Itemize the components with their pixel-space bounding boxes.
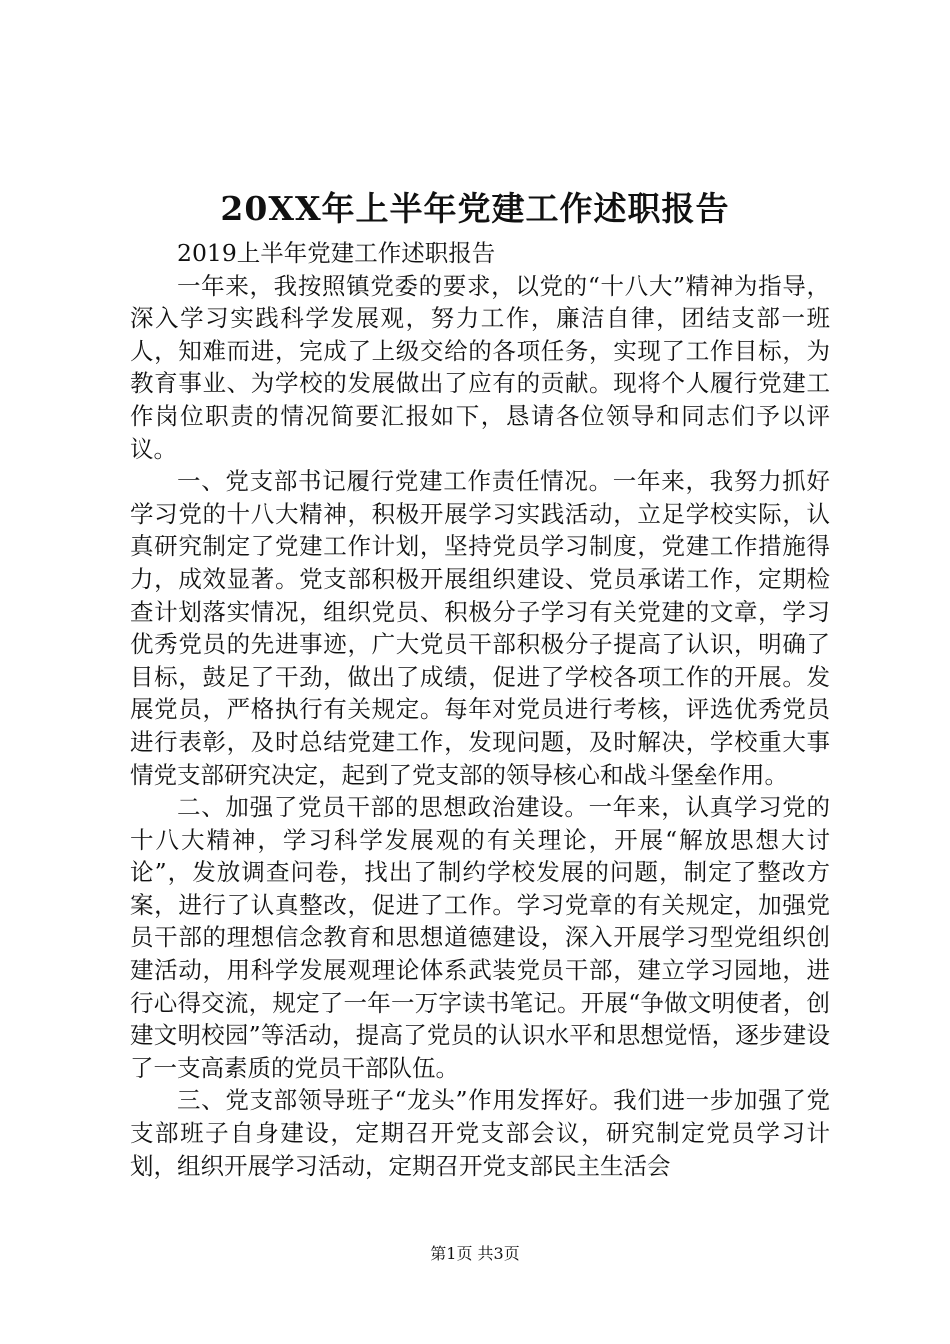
document-body (130, 237, 830, 1182)
paragraph-section-3: 三、党支部领导班子“龙头”作用发挥好。我们进一步加强了党支部班子自身建设，定期召开党支部会议，研究制定党员学习计划，组织开展学习活动，定期召开党支部民主生活会 (130, 1086, 830, 1180)
paragraph-section-2: 二、加强了党员干部的思想政治建设。一年来，认真学习党的十八大精神，学习科学发展观的有关理论，开展“解放思想大讨论”，发放调查问卷，找出了制约学校发展的问题，制定了整改方案，进行了认真整改，促进了工作。学习党章的有关规定，加强党员干部的理想信念教育和思想道德建设，深入开展学习型党组织创建活动，用科学发展观理论体系武装党员干部，建立学习园地，进行心得交流，规定了一年一万字读书笔记。开展“争做文明使者，创建文明校园”等活动，提高了党员的认识水平和思想觉悟，逐步建设了一支高素质的党员干部队伍。 (130, 793, 830, 1082)
page-number-footer: 第1页 共3页 (430, 1244, 520, 1263)
document-subtitle: 2019上半年党建工作述职报告 (177, 239, 496, 267)
paragraph-intro: 一年来，我按照镇党委的要求，以党的“十八大”精神为指导，深入学习实践科学发展观，努力工作，廉洁自律，团结支部一班人，知难而进，完成了上级交给的各项任务，实现了工作目标，为教育事业、为学校的发展做出了应有的贡献。现将个人履行党建工作岗位职责的情况简要汇报如下，恳请各位领导和同志们予以评议。 (130, 271, 830, 463)
document-title: 20XX年上半年党建工作述职报告 (220, 189, 730, 228)
paragraph-section-1: 一、党支部书记履行党建工作责任情况。一年来，我努力抓好学习党的十八大精神，积极开展学习实践活动，立足学校实际，认真研究制定了党建工作计划，坚持党员学习制度，党建工作措施得力，成效显著。党支部积极开展组织建设、党员承诺工作，定期检查计划落实情况，组织党员、积极分子学习有关党建的文章，学习优秀党员的先进事迹，广大党员干部积极分子提高了认识，明确了目标，鼓足了干劲，做出了成绩，促进了学校各项工作的开展。发展党员，严格执行有关规定。每年对党员进行考核，评选优秀党员进行表彰，及时总结党建工作，发现问题，及时解决，学校重大事情党支部研究决定，起到了党支部的领导核心和战斗堡垒作用。 (130, 467, 830, 789)
